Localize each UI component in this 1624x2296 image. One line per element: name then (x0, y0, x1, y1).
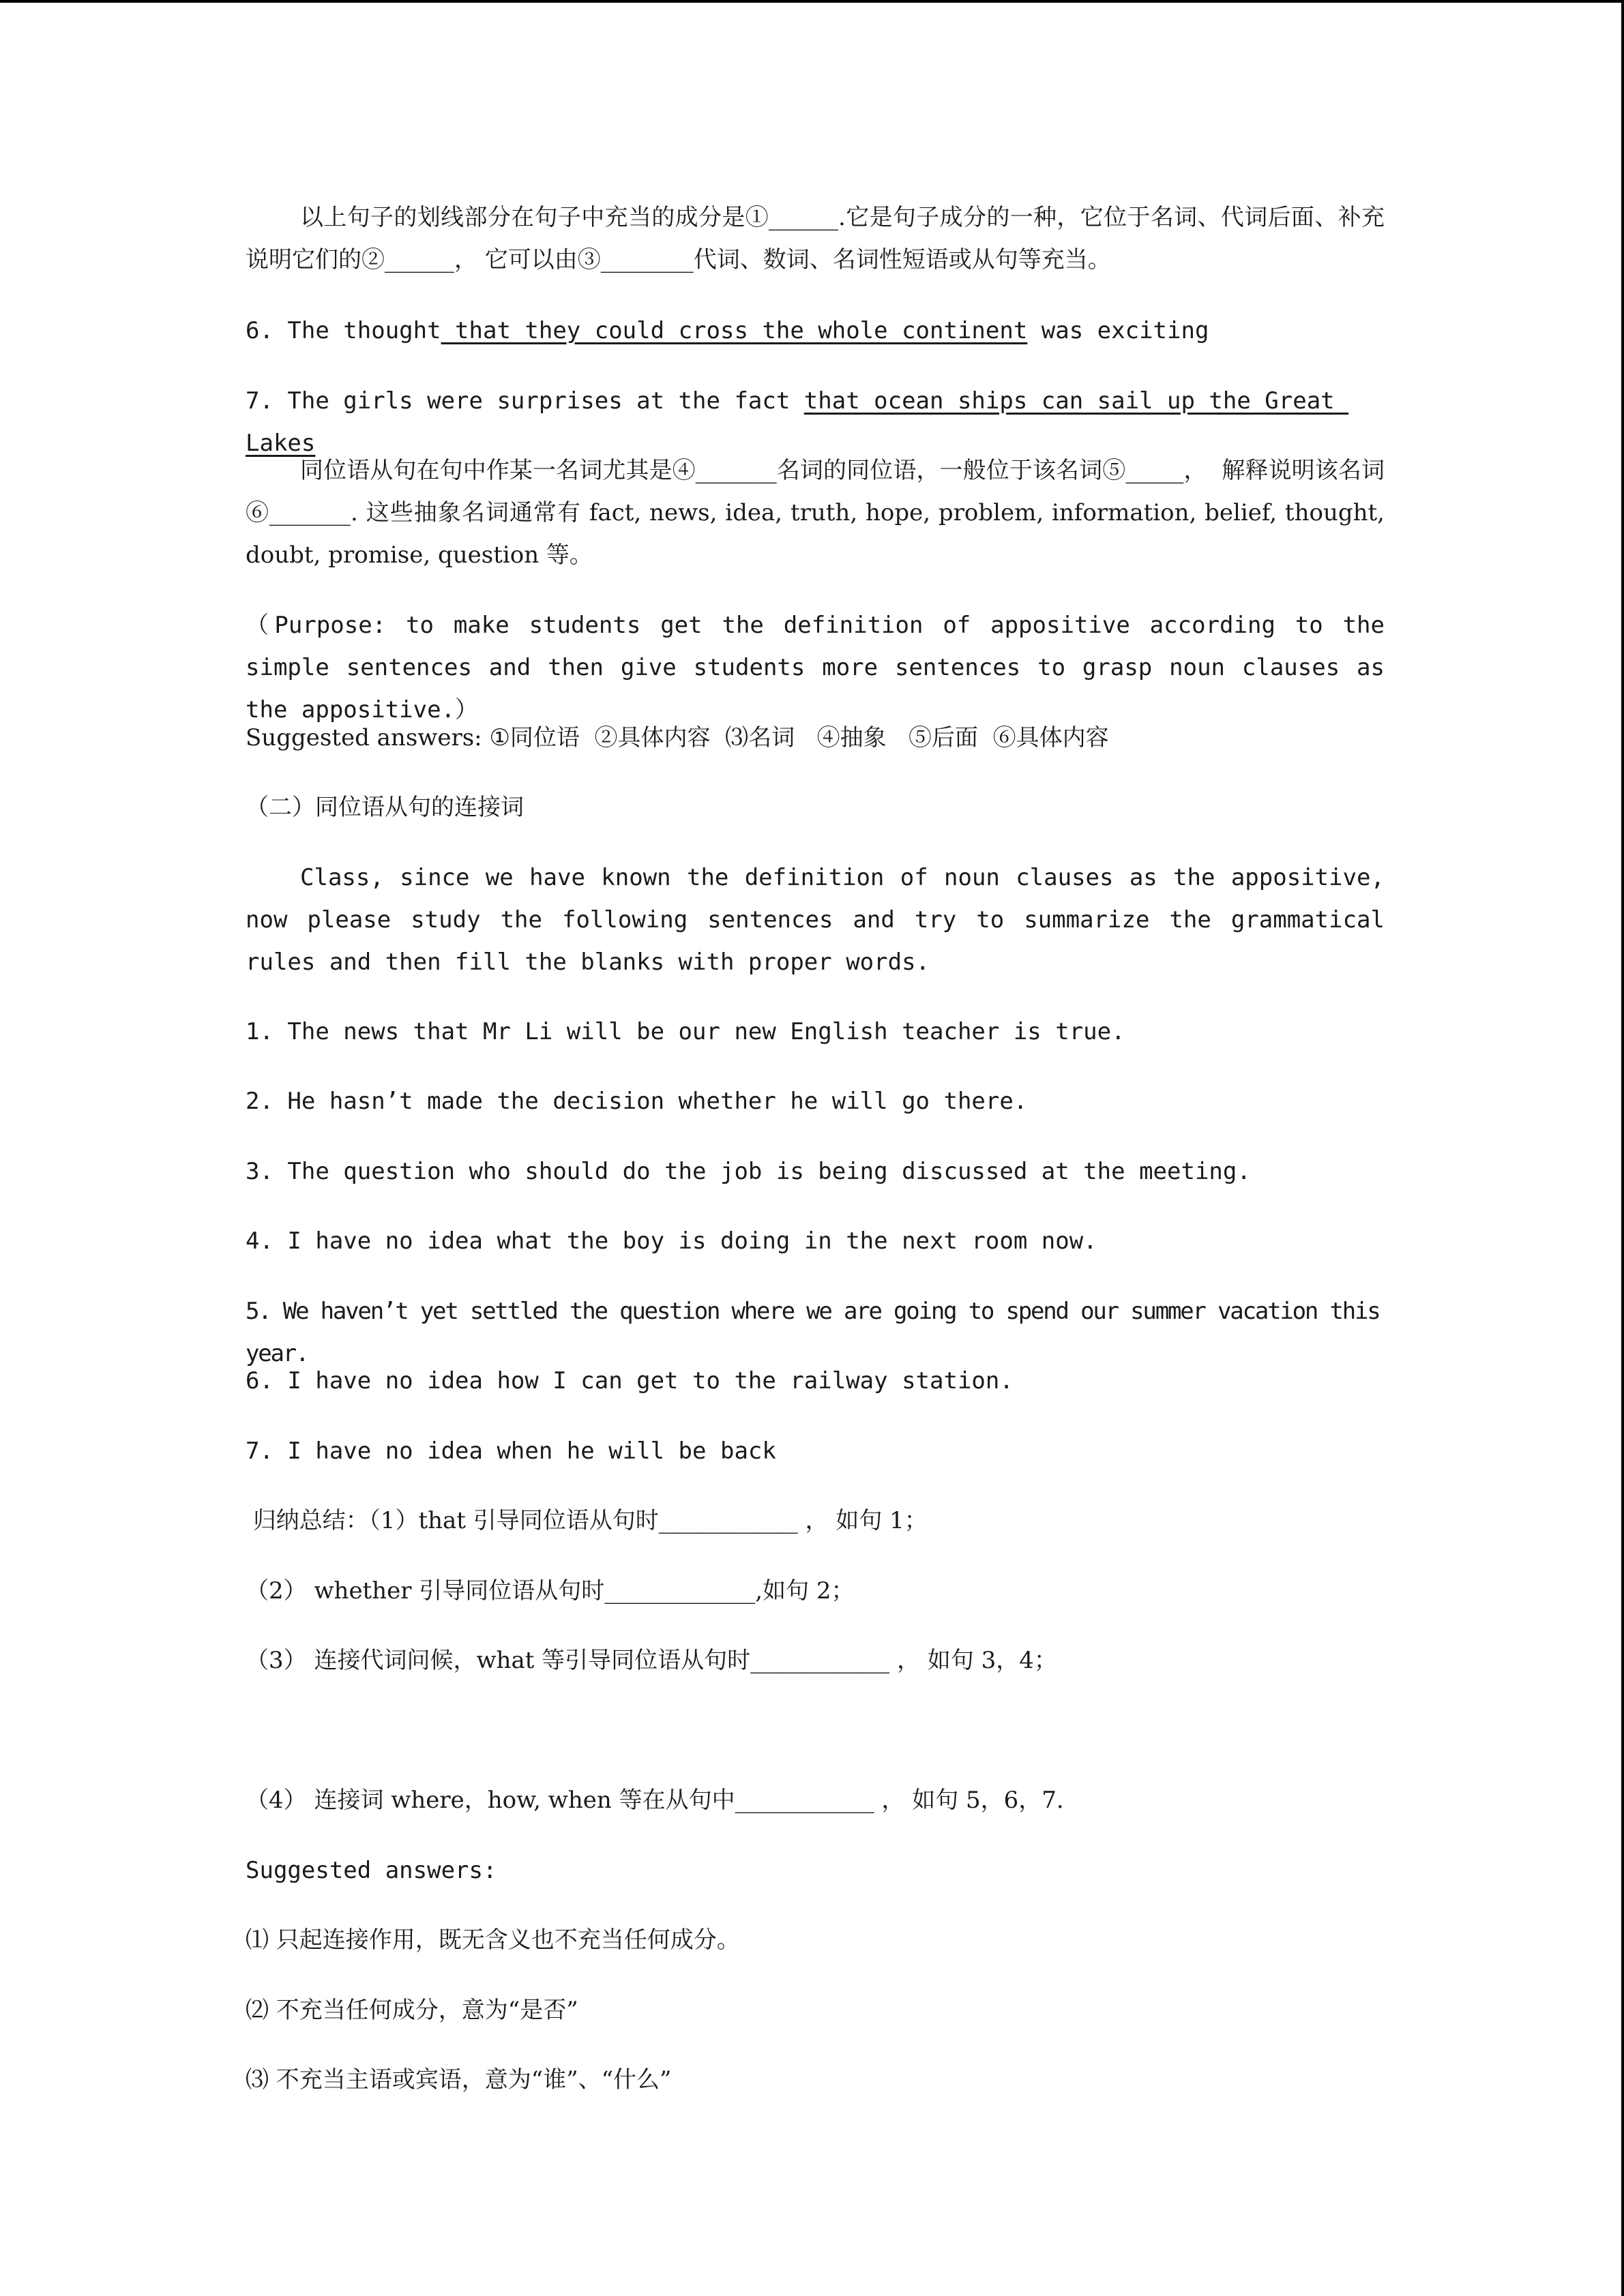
example-6-suffix: was exciting (1027, 317, 1209, 344)
answer-3: ⑶ 不充当主语或宾语，意为“谁”、“什么” (246, 2066, 672, 2093)
suggested-answers-2-label: Suggested answers: (246, 1857, 497, 1884)
sentence-1: 1. The news that Mr Li will be our new English teacher is true. (246, 1018, 1125, 1045)
summary-item-4: （4） 连接词 where，how, when 等在从句中____________ ， 如句 5，6，7. (246, 1787, 1064, 1814)
sentence-5: 5. We haven’t yet settled the question where we are going to spend our summer vacation this year. (246, 1298, 1392, 1367)
example-6-underlined: that they could cross the whole continent (441, 317, 1028, 344)
appositive-clause-paragraph: 同位语从句在句中作某一名词尤其是④_______名词的同位语，一般位于该名词⑤_____， 解释说明该名词⑥_______. 这些抽象名词通常有 fact, news, idea, truth, hope, problem, information, belief, thought, doubt, promise, question 等。 (246, 457, 1392, 569)
summary-item-3: （3） 连接代词问候，what 等引导同位语从句时____________ ， 如句 3，4； (246, 1647, 1057, 1674)
example-sentence-6 (246, 310, 1385, 352)
sentence-6: 6. I have no idea how I can get to the railway station. (246, 1367, 1014, 1395)
sentence-2: 2. He hasn’t made the decision whether he will go there. (246, 1088, 1028, 1115)
answer-2: ⑵ 不充当任何成分，意为“是否” (246, 1997, 578, 2024)
suggested-answers-1: Suggested answers: ①同位语 ②具体内容 ⑶名词 ④抽象 ⑤后面 ⑥具体内容 (246, 724, 1109, 751)
answer-1: ⑴ 只起连接作用，既无含义也不充当任何成分。 (246, 1926, 740, 1954)
example-6-prefix: 6. The thought (246, 317, 441, 344)
page-right-border (1621, 0, 1624, 2296)
sentence-4: 4. I have no idea what the boy is doing in the next room now. (246, 1227, 1097, 1255)
page-top-border (0, 0, 1624, 3)
sentence-7: 7. I have no idea when he will be back (246, 1437, 776, 1465)
definition-paragraph: 以上句子的划线部分在句子中充当的成分是①______.它是句子成分的一种，它位于名词、代词后面、补充说明它们的②______， 它可以由③________代词、数词、名词性短语或从句等充当。 (246, 204, 1385, 273)
summary-item-2: （2） whether 引导同位语从句时_____________,如句 2； (246, 1577, 855, 1605)
example-7-underlined: that ocean ships can sail up the Great Lakes (246, 387, 1349, 457)
example-7-prefix: 7. The girls were surprises at the fact (246, 387, 804, 415)
section-heading: （二）同位语从句的连接词 (246, 794, 524, 821)
summary-item-1: 归纳总结：（1）that 引导同位语从句时____________ ， 如句 1； (246, 1507, 928, 1534)
instructions-paragraph: Class, since we have known the definition of noun clauses as the appositive, now please study the following sentences and try to summarize the grammatical rules and then fill the blanks with proper words. (246, 864, 1399, 976)
purpose-note: （Purpose: to make students get the definition of appositive according to the simple sentences and then give students more sentences to grasp noun clauses as the appositive.） (246, 612, 1399, 724)
sentence-3: 3. The question who should do the job is being discussed at the meeting. (246, 1158, 1251, 1185)
